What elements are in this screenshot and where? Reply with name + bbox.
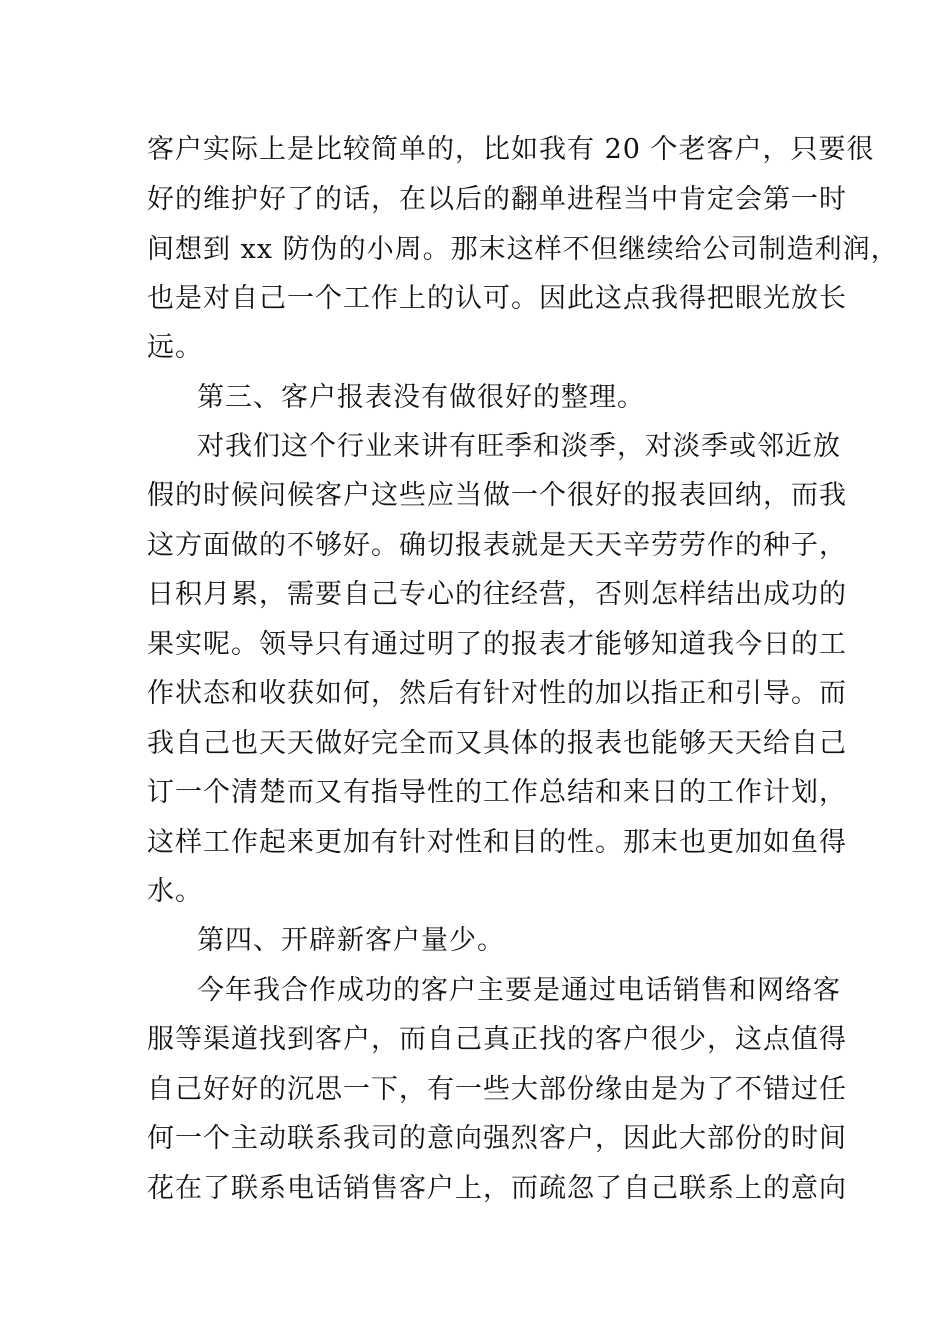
text-line: 对我们这个行业来讲有旺季和淡季，对淡季或邻近放 xyxy=(197,431,841,462)
text-line: 自己好好的沉思一下，有一些大部份缘由是为了不错过任 xyxy=(147,1074,847,1105)
text-line: 我自己也天天做好完全而又具体的报表也能够天天给自己 xyxy=(147,728,847,759)
text-line: 何一个主动联系我司的意向强烈客户，因此大部份的时间 xyxy=(147,1123,847,1154)
section-heading: 第四、开辟新客户量少。 xyxy=(197,925,505,956)
text-line: 也是对自己一个工作上的认可。因此这点我得把眼光放长 xyxy=(147,283,847,314)
text-line: 果实呢。领导只有通过明了的报表才能够知道我今日的工 xyxy=(147,629,847,660)
text-line: 作状态和收获如何，然后有针对性的加以指正和引导。而 xyxy=(147,678,847,709)
text-line: 假的时候问候客户这些应当做一个很好的报表回纳，而我 xyxy=(147,480,847,511)
text-line: 好的维护好了的话，在以后的翻单进程当中肯定会第一时 xyxy=(147,184,847,215)
text-line: 水。 xyxy=(147,876,203,907)
text-line: 服等渠道找到客户，而自己真正找的客户很少，这点值得 xyxy=(147,1024,847,1055)
text-line: 远。 xyxy=(147,332,203,363)
text-line: 这方面做的不够好。确切报表就是天天辛劳劳作的种子， xyxy=(147,530,847,561)
text-line: 订一个清楚而又有指导性的工作总结和来日的工作计划， xyxy=(147,777,847,808)
section-heading: 第三、客户报表没有做很好的整理。 xyxy=(197,382,645,413)
text-line: 这样工作起来更加有针对性和目的性。那末也更加如鱼得 xyxy=(147,827,847,858)
text-line: 花在了联系电话销售客户上，而疏忽了自己联系上的意向 xyxy=(147,1173,847,1204)
text-line: 今年我合作成功的客户主要是通过电话销售和网络客 xyxy=(197,975,841,1006)
text-line: 客户实际上是比较简单的，比如我有 20 个老客户，只要很 xyxy=(147,134,875,165)
text-line: 日积月累，需要自己专心的往经营，否则怎样结出成功的 xyxy=(147,579,847,610)
text-line: 间想到 xx 防伪的小周。那末这样不但继续给公司制造利润， xyxy=(147,234,899,265)
